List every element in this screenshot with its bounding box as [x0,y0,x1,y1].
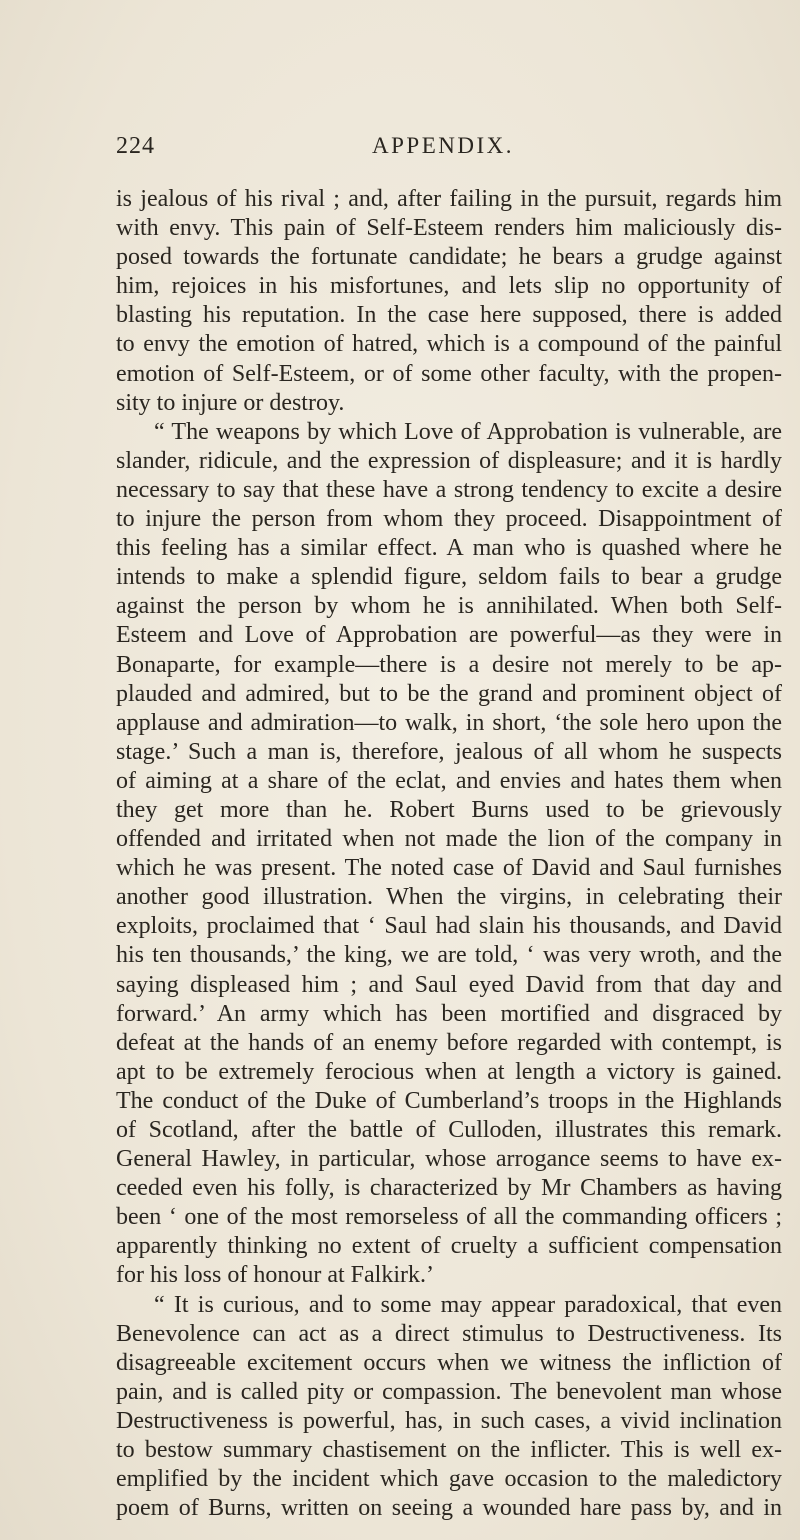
text-line: which he was present. The noted case of David and Saul furnishes [116,855,782,882]
text-line: for his loss of honour at Falkirk.’ [116,1262,434,1289]
text-line: ceeded even his folly, is characterized by Mr Chambers as having [116,1175,782,1202]
text-line: Bonaparte, for example—there is a desire not merely to be ap- [116,651,782,678]
text-line: emotion of Self-Esteem, or of some other faculty, with the propen- [116,360,782,387]
page-number: 224 [116,133,155,159]
text-line: stage.’ Such a man is, therefore, jealous of all whom he suspects [116,738,782,765]
text-line: applause and admiration—to walk, in short, ‘the sole hero upon the [116,709,782,736]
text-line: plauded and admired, but to be the grand and prominent object of [116,680,782,707]
text-line: disagreeable excitement occurs when we witness the infliction of [116,1349,782,1376]
text-line: of Scotland, after the battle of Culloden, illustrates this remark. [116,1117,782,1143]
running-head: APPENDIX. [372,133,514,158]
text-line: to bestow summary chastisement on the inflicter. This is well ex- [116,1437,782,1464]
text-line: exploits, proclaimed that ‘ Saul had slain his thousands, and David [116,913,782,940]
page-header [116,133,782,167]
text-line: necessary to say that these have a strong tendency to excite a desire [116,476,782,503]
text-line: forward.’ An army which has been mortified and disgraced by [116,1000,782,1027]
text-line: him, rejoices in his misfortunes, and lets slip no opportunity of [116,273,782,300]
text-line: been ‘ one of the most remorseless of all the commanding officers ; [116,1204,782,1231]
text-line: with envy. This pain of Self-Esteem renders him maliciously dis- [116,215,782,242]
text-line: The conduct of the Duke of Cumberland’s troops in the Highlands [116,1087,782,1114]
text-line: emplified by the incident which gave occasion to the maledictory [116,1466,782,1493]
text-line: to injure the person from whom they proceed. Disappointment of [116,506,782,533]
text-line: Benevolence can act as a direct stimulus to Destructiveness. Its [116,1320,782,1347]
text-line: posed towards the fortunate candidate; he bears a grudge against [116,244,782,271]
text-line: offended and irritated when not made the lion of the company in [116,826,782,853]
text-line: of aiming at a share of the eclat, and envies and hates them when [116,767,782,794]
text-line: against the person by whom he is annihilated. When both Self- [116,593,782,620]
text-line: “ The weapons by which Love of Approbation is vulnerable, are [154,418,782,445]
text-line: to envy the emotion of hatred, which is a compound of the painful [116,331,782,358]
text-line: “ It is curious, and to some may appear paradoxical, that even [154,1291,782,1318]
text-line: apparently thinking no extent of cruelty a sufficient compensation [116,1233,782,1260]
text-line: this feeling has a similar effect. A man who is quashed where he [116,535,782,562]
body-text [116,185,782,1523]
text-line: they get more than he. Robert Burns used to be grievously [116,796,782,823]
text-line: apt to be extremely ferocious when at length a victory is gained. [116,1058,782,1085]
text-line: intends to make a splendid figure, seldom fails to bear a grudge [116,564,782,591]
text-line: poem of Burns, written on seeing a wounded hare pass by, and in [116,1495,782,1522]
text-line: slander, ridicule, and the expression of displeasure; and it is hardly [116,447,782,474]
text-line: Esteem and Love of Approbation are powerful—as they were in [116,622,782,649]
text-line: another good illustration. When the virgins, in celebrating their [116,884,782,911]
text-line: pain, and is called pity or compassion. The benevolent man whose [116,1378,782,1405]
text-line: is jealous of his rival ; and, after failing in the pursuit, regards him [116,186,782,212]
text-line: his ten thousands,’ the king, we are told, ‘ was very wroth, and the [116,942,782,969]
text-line: defeat at the hands of an enemy before regarded with contempt, is [116,1029,782,1056]
text-line: saying displeased him ; and Saul eyed David from that day and [116,971,782,998]
text-line: Destructiveness is powerful, has, in such cases, a vivid inclination [116,1407,782,1434]
text-line: General Hawley, in particular, whose arrogance seems to have ex- [116,1146,782,1173]
text-line: blasting his reputation. In the case here supposed, there is added [116,302,782,329]
text-line: sity to injure or destroy. [116,389,345,416]
